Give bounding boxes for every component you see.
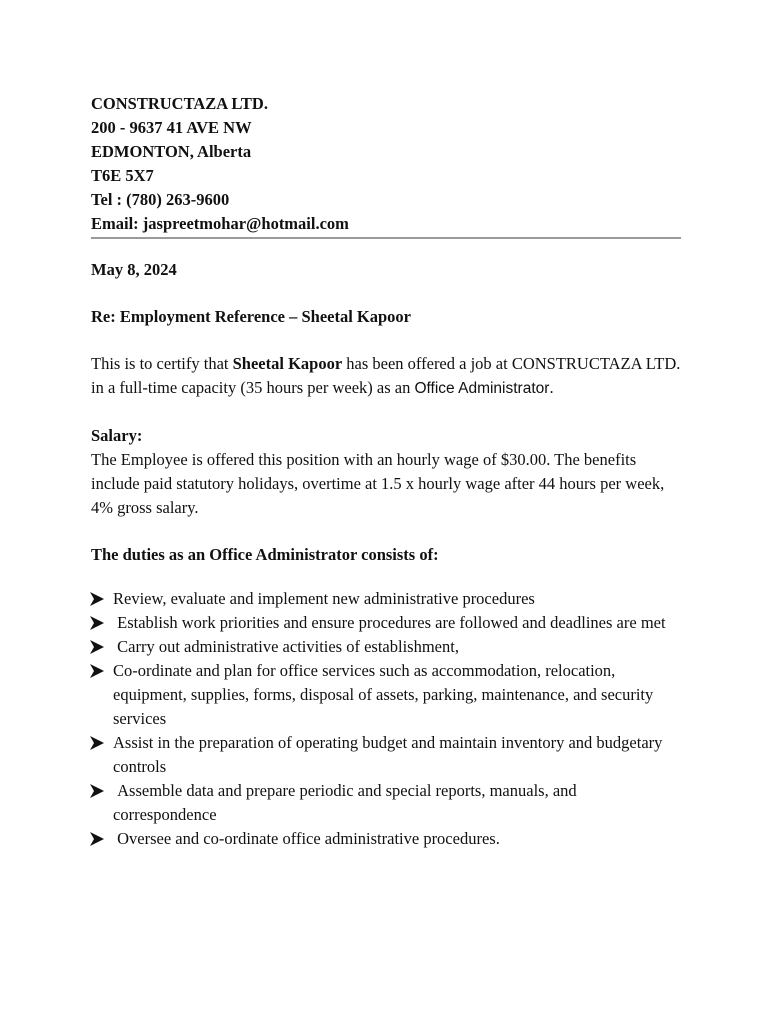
offer-suffix: . xyxy=(549,378,554,397)
arrowhead-bullet-icon xyxy=(89,640,105,654)
arrowhead-bullet-icon xyxy=(89,832,105,846)
salary-text: The Employee is offered this position with an hourly wage of $30.00. The benefits include paid statutory holidays, overtime at 1.5 x hourly wage after 44 hours per week, 4% gross salary. xyxy=(91,450,665,517)
email-line: Email: jaspreetmohar@hotmail.com xyxy=(91,214,349,233)
duty-text: Review, evaluate and implement new administrative procedures xyxy=(113,589,535,608)
salary-heading: Salary: xyxy=(91,426,143,445)
duty-item xyxy=(91,731,681,779)
postal-code: T6E 5X7 xyxy=(91,166,154,185)
duty-text: Assemble data and prepare periodic and special reports, manuals, and correspondence xyxy=(113,781,581,824)
telephone: Tel : (780) 263-9600 xyxy=(91,190,230,209)
position-title: Office Administrator xyxy=(414,380,550,397)
offer-middle: has been offered a job at CONSTRUCTAZA LTD. in a full-time capacity (35 hours per week) as an xyxy=(91,354,681,397)
duty-item xyxy=(91,635,681,659)
arrowhead-bullet-icon xyxy=(89,592,105,606)
duty-item xyxy=(91,587,681,611)
arrowhead-bullet-icon xyxy=(89,664,105,678)
duty-item xyxy=(91,779,681,827)
duty-text: Establish work priorities and ensure procedures are followed and deadlines are met xyxy=(113,613,666,632)
duty-item xyxy=(91,611,681,635)
arrowhead-bullet-icon xyxy=(89,616,105,630)
duty-text: Carry out administrative activities of establishment, xyxy=(113,637,459,656)
duty-text: Assist in the preparation of operating budget and maintain inventory and budgetary controls xyxy=(113,733,667,776)
offer-paragraph xyxy=(91,352,681,401)
arrowhead-bullet-icon xyxy=(89,736,105,750)
duty-item xyxy=(91,659,681,731)
duty-text: Oversee and co-ordinate office administrative procedures. xyxy=(113,829,500,848)
employee-name: Sheetal Kapoor xyxy=(232,354,343,373)
letterhead xyxy=(91,92,681,239)
letter-date: May 8, 2024 xyxy=(91,260,177,279)
city-line: EDMONTON, Alberta xyxy=(91,142,252,161)
company-name: CONSTRUCTAZA LTD. xyxy=(91,94,268,113)
duty-item xyxy=(91,827,681,851)
duties-list xyxy=(91,587,681,851)
duties-heading: The duties as an Office Administrator consists of: xyxy=(91,545,439,564)
duty-text: Co-ordinate and plan for office services such as accommodation, relocation, equipment, supplies, forms, disposal of assets, parking, maintenance, and security services xyxy=(113,661,658,728)
address-line: 200 - 9637 41 AVE NW xyxy=(91,118,252,137)
offer-prefix: This is to certify that xyxy=(91,354,233,373)
letter-subject: Re: Employment Reference – Sheetal Kapoor xyxy=(91,307,412,326)
arrowhead-bullet-icon xyxy=(89,784,105,798)
letter-page xyxy=(91,92,681,851)
